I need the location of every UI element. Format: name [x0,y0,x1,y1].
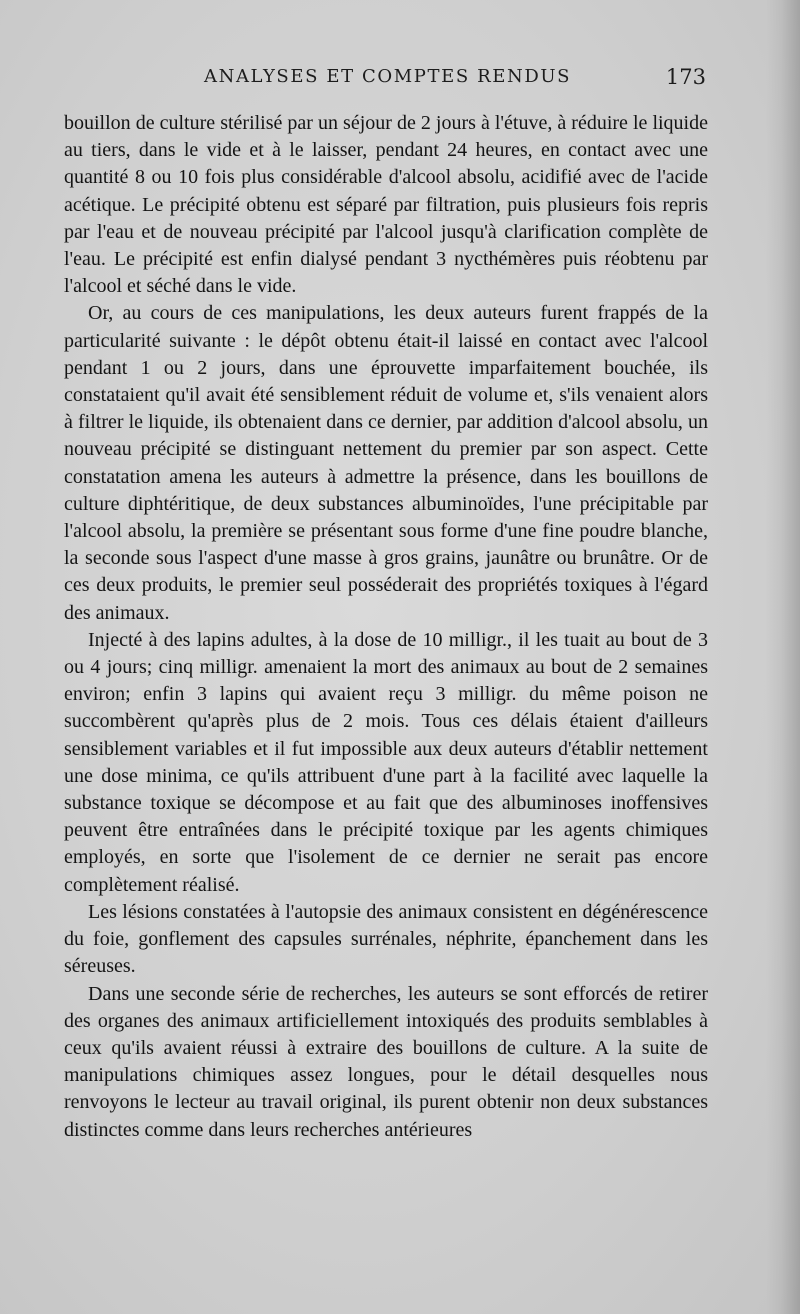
paragraph-lesions: Les lésions constatées à l'autopsie des animaux consistent en dégénérescence du foie, gonflement des capsules surrénales, néphrite, épanchement dans les séreuses. [64,900,708,978]
page-header [66,66,706,96]
article-body [64,110,708,1144]
paragraph-injection: Injecté à des lapins adultes, à la dose de 10 milligr., il les tuait au bout de 3 ou 4 jours; cinq milligr. amenaient la mort des animaux au bout de 2 semaines environ; enfin 3 lapins qui avaient reçu 3 milligr. du même poison ne succombèrent qu'après plus de 2 mois. Tous ces délais étaient d'ailleurs sensiblement variables et il fut impossible aux deux auteurs d'établir nettement une dose minima, ce qu'ils attribuent d'une part à la facilité avec laquelle la substance toxique se décompose et au fait que des albuminoses inoffensives peuvent être entraînées dans le précipité toxique par les agents chimiques employés, en sorte que l'isolement de ce dernier ne serait pas encore complètement réalisé. [64,628,708,896]
paragraph-second-series: Dans une seconde série de recherches, les auteurs se sont efforcés de retirer des organes des animaux artificiellement intoxiqués des produits semblables à ceux qu'ils avaient réussi à extraire des bouillons de culture. A la suite de manipulations chimiques assez longues, pour le détail desquelles nous renvoyons le lecteur au travail original, ils purent obtenir non deux substances distinctes comme dans leurs recherches antérieures [64,982,708,1141]
running-title: ANALYSES ET COMPTES RENDUS [204,66,572,87]
paragraph-manipulations: Or, au cours de ces manipulations, les deux auteurs furent frappés de la particularité suivante : le dépôt obtenu était-il laissé en contact avec l'alcool pendant 1 ou 2 jours, dans une éprouvette imparfaitement bouchée, ils constataient qu'il avait été sensiblement réduit de volume et, s'ils venaient alors à filtrer le liquide, ils obtenaient dans ce dernier, par addition d'alcool absolu, un nouveau précipité se distinguant nettement du premier par son aspect. Cette constatation amena les auteurs à admettre la présence, dans les bouillons de culture diphtéritique, de deux substances albuminoïdes, l'une précipitable par l'alcool absolu, la première se présentant sous forme d'une fine poudre blanche, la seconde sous l'aspect d'une masse à gros grains, jaunâtre ou brunâtre. Or de ces deux produits, le premier seul posséderait des propriétés toxiques à l'égard des animaux. [64,302,708,624]
page-gutter-shadow [766,0,800,1314]
page-number: 173 [665,65,706,89]
paragraph-continuation: bouillon de culture stérilisé par un séjour de 2 jours à l'étuve, à réduire le liquide au tiers, dans le vide et à le laisser, pendant 24 heures, en contact avec une quantité 8 ou 10 fois plus considérable d'alcool absolu, acidifié avec de l'acide acétique. Le précipité obtenu est séparé par filtration, puis plusieurs fois repris par l'eau et de nouveau précipité par l'alcool jusqu'à clarification complète de l'eau. Le précipité est enfin dialysé pendant 3 nycthémères puis réobtenu par l'alcool et séché dans le vide. [64,112,708,298]
